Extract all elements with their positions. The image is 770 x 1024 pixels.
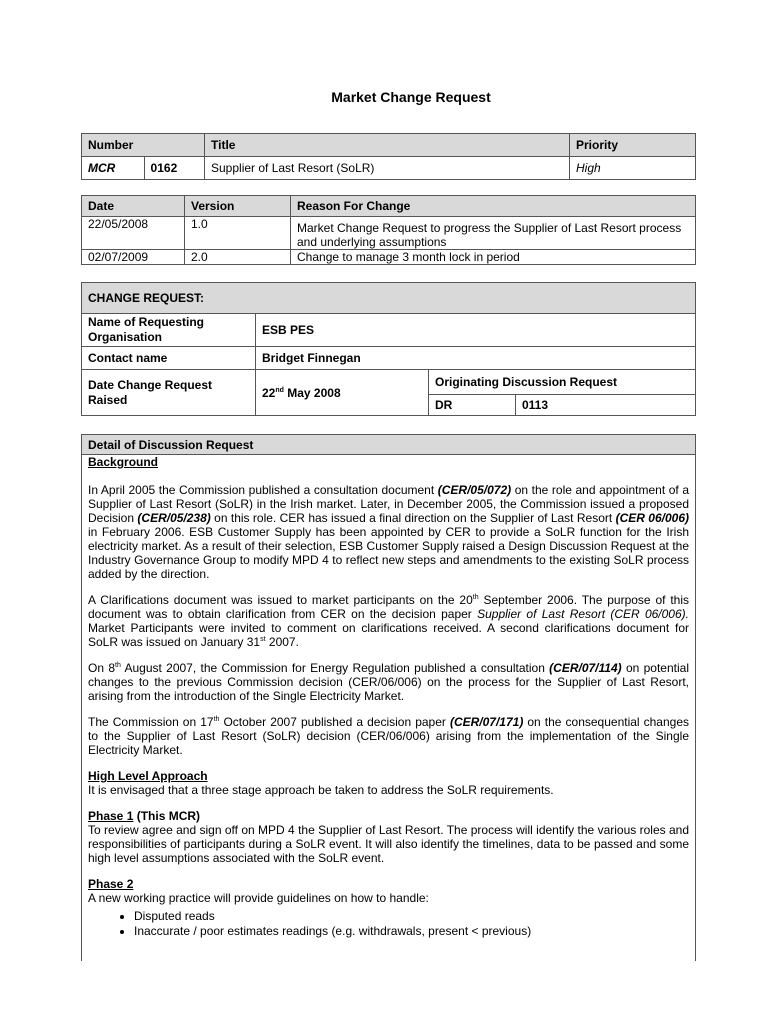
row-version: 1.0 xyxy=(185,217,291,250)
contact-value: Bridget Finnegan xyxy=(256,347,696,370)
detail-heading: Detail of Discussion Request xyxy=(82,435,695,455)
mcr-number: 0162 xyxy=(144,157,204,180)
mcr-title: Supplier of Last Resort (SoLR) xyxy=(205,157,570,180)
reason-header: Reason For Change xyxy=(291,196,696,217)
row-version: 2.0 xyxy=(185,250,291,265)
originating-request-label: Originating Discussion Request xyxy=(429,370,696,395)
title-header: Title xyxy=(205,134,570,157)
phase2-text: A new working practice will provide guidelines on how to handle: xyxy=(88,891,429,905)
number-header: Number xyxy=(82,134,205,157)
date-raised-label: Date Change Request Raised xyxy=(82,370,256,416)
row-date: 22/05/2008 xyxy=(82,217,185,250)
mcr-header-table xyxy=(81,133,696,180)
paragraph-1: In April 2005 the Commission published a consultation document (CER/05/072) on the role and appointment of a Supplier of Last Resort (SoLR) in the Irish market. Later, in December 2005, the Commission issued a proposed Decision (CER/05/238) on this role. CER has issued a final direction on the Supplier of Last Resort (CER 06/006) in February 2006. ESB Customer Supply has been appointed by CER to provide a SoLR function for the Irish electricity market. As a result of their selection, ESB Customer Supply raised a Design Discussion Request at the Industry Governance Group to modify MPD 4 to reflect new steps and amendments to the existing SoLR process added by the direction. xyxy=(88,483,689,581)
dr-value: 0113 xyxy=(516,395,696,416)
priority-header: Priority xyxy=(570,134,696,157)
phase2-heading: Phase 2 xyxy=(88,877,134,891)
bullet-list xyxy=(88,909,689,938)
phase1-heading: Phase 1 (This MCR) xyxy=(88,809,201,823)
background-heading: Background xyxy=(88,455,159,469)
dr-label: DR xyxy=(429,395,516,416)
date-raised-value: 22nd May 2008 xyxy=(256,370,429,416)
row-date: 02/07/2009 xyxy=(82,250,185,265)
document-title: Market Change Request xyxy=(331,89,491,105)
date-header: Date xyxy=(82,196,185,217)
contact-label: Contact name xyxy=(82,347,256,370)
paragraph-2: A Clarifications document was issued to market participants on the 20th September 2006. The purpose of this document was to obtain clarification from CER on the decision paper Supplier of Last Resort (CER 06/006). Market Participants were invited to comment on clarifications received. A second clarifications document for SoLR was issued on January 31st 2007. xyxy=(88,593,689,649)
phase1-text: To review agree and sign off on MPD 4 the Supplier of Last Resort. The process will identify the various roles and responsibilities of participants during a SoLR event. It will also identify the timelines, data to be passed and some high level assumptions associated with the SoLR event. xyxy=(88,823,689,865)
table-row xyxy=(82,250,696,265)
approach-text: It is envisaged that a three stage approach be taken to address the SoLR requirements. xyxy=(88,783,554,797)
org-label: Name of Requesting Organisation xyxy=(82,314,256,347)
discussion-detail xyxy=(81,434,696,961)
approach-heading: High Level Approach xyxy=(88,769,208,783)
version-history-table xyxy=(81,195,696,265)
change-request-table xyxy=(81,282,696,416)
priority-value: High xyxy=(570,157,696,180)
paragraph-4: The Commission on 17th October 2007 published a decision paper (CER/07/171) on the consequential changes to the Supplier of Last Resort (SoLR) decision (CER/06/006) arising from the implementation of the Single Electricity Market. xyxy=(88,715,690,757)
mcr-prefix: MCR xyxy=(82,157,145,180)
list-item: • Disputed reads xyxy=(134,909,689,923)
row-reason: Change to manage 3 month lock in period xyxy=(291,250,696,265)
row-reason: Market Change Request to progress the Supplier of Last Resort process and underlying assumptions xyxy=(291,217,696,250)
org-value: ESB PES xyxy=(256,314,696,347)
table-row xyxy=(82,217,696,250)
version-header: Version xyxy=(185,196,291,217)
list-item: • Inaccurate / poor estimates readings (e.g. withdrawals, present < previous) xyxy=(134,924,689,938)
change-request-heading: CHANGE REQUEST: xyxy=(82,283,696,314)
paragraph-3: On 8th August 2007, the Commission for Energy Regulation published a consultation (CER/07/114) on potential changes to the previous Commission decision (CER/06/006) on the process for the Supplier of Last Resort, arising from the introduction of the Single Electricity Market. xyxy=(88,661,689,703)
